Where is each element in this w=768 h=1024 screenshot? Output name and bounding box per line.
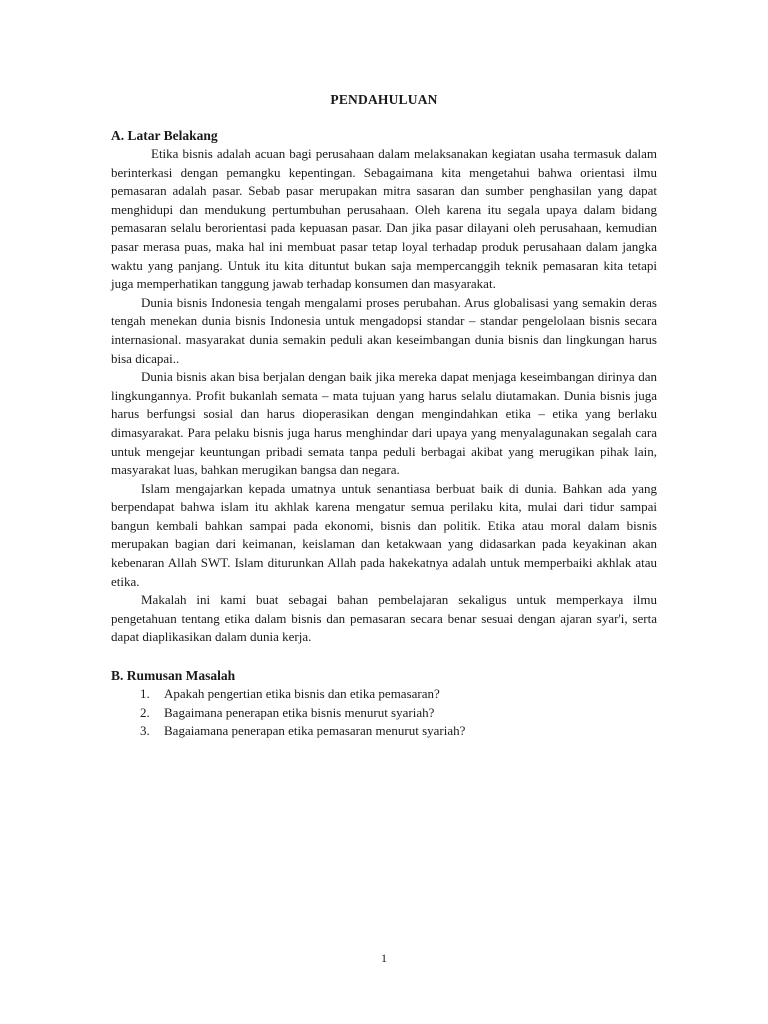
list-item-text: Bagaimana penerapan etika bisnis menurut syariah?: [164, 704, 435, 720]
document-title: PENDAHULUAN: [330, 92, 438, 107]
page-number: 1: [381, 951, 387, 965]
list-item-number: 2.: [140, 704, 150, 720]
section-latar-belakang: [111, 128, 657, 647]
list-item: [111, 685, 657, 704]
list-item-text: Apakah pengertian etika bisnis dan etika pemasaran?: [164, 686, 440, 702]
list-item: [111, 722, 657, 741]
paragraph: Islam mengajarkan kepada umatnya untuk senantiasa berbuat baik di dunia. Bahkan ada yang berpendapat bahwa islam itu akhlak karena mengatur semua perilaku kita, mulai dari tidur sampai bangun kembali bahkan sampai pada ekonomi, bisnis dan politik. Etika atau moral dalam bisnis merupakan bagian dari keimanan, keislaman dan ketakwaan yang didasarkan pada keyakinan akan kebenaran Allah SWT. Islam diturunkan Allah pada hakekatnya adalah untuk memperbaiki akhlak atau etika.: [111, 480, 657, 589]
paragraph: Makalah ini kami buat sebagai bahan pembelajaran sekaligus untuk memperkaya ilmu pengetahuan tentang etika dalam bisnis dan pemasaran secara benar sesuai dengan ajaran syar'i, serta dapat diaplikasikan dalam dunia kerja.: [111, 592, 657, 645]
list-item-text: Bagaiamana penerapan etika pemasaran menurut syariah?: [164, 723, 466, 739]
list-item: [111, 704, 657, 723]
paragraph: Dunia bisnis akan bisa berjalan dengan baik jika mereka dapat menjaga keseimbangan dirinya dan lingkungannya. Profit bukanlah semata – mata tujuan yang harus selalu diutamakan. Dunia bisnis juga harus berfungsi sosial dan harus dioperasikan dengan mengindahkan etika – etika yang berlaku dimasyarakat. Para pelaku bisnis juga harus menghindar dari upaya yang menyalagunakan segalah cara untuk mengejar keuntungan pribadi semata tanpa peduli berbagai akibat yang merugikan pihak lain, masyarakat luas, bahkan merugikan bangsa dan negara.: [111, 369, 657, 478]
section-heading-b: B. Rumusan Masalah: [111, 668, 236, 684]
paragraph: Etika bisnis adalah acuan bagi perusahaan dalam melaksanakan kegiatan usaha termasuk dalam berinterkasi dengan pemangku kepentingan. Sebagaimana kita mengetahui bahwa orientasi ilmu pemasaran adalah pasar. Sebab pasar merupakan mitra sasaran dan sumber penghasilan yang dapat menghidupi dan mendukung pertumbuhan perusahaan. Oleh karena itu segala upaya dalam bidang pemasaran selalu berorientasi pada kepuasan pasar. Dan jika pasar dilayani oleh perusahaan, kemudian pasar merasa puas, maka hal ini membuat pasar tetap loyal terhadap produk perusahaan dalam jangka waktu yang panjang. Untuk itu kita dituntut bukan saja mempercanggih teknik pemasaran kita tetapi juga memperhatikan tanggung jawab terhadap konsumen dan masyarakat.: [111, 146, 657, 292]
list-item-number: 1.: [140, 686, 150, 702]
paragraph: Dunia bisnis Indonesia tengah mengalami proses perubahan. Arus globalisasi yang semakin deras tengah menekan dunia bisnis Indonesia untuk mengadopsi standar – standar pengelolaan bisnis secara internasional. masyarakat dunia semakin peduli akan keseimbangan dunia bisnis dan lingkungan harus bisa dicapai..: [111, 294, 657, 366]
section-rumusan-masalah: [111, 668, 657, 741]
list-item-number: 3.: [140, 723, 150, 739]
document-page: [111, 92, 657, 741]
problem-list: [111, 685, 657, 741]
section-heading-a: A. Latar Belakang: [111, 128, 218, 143]
